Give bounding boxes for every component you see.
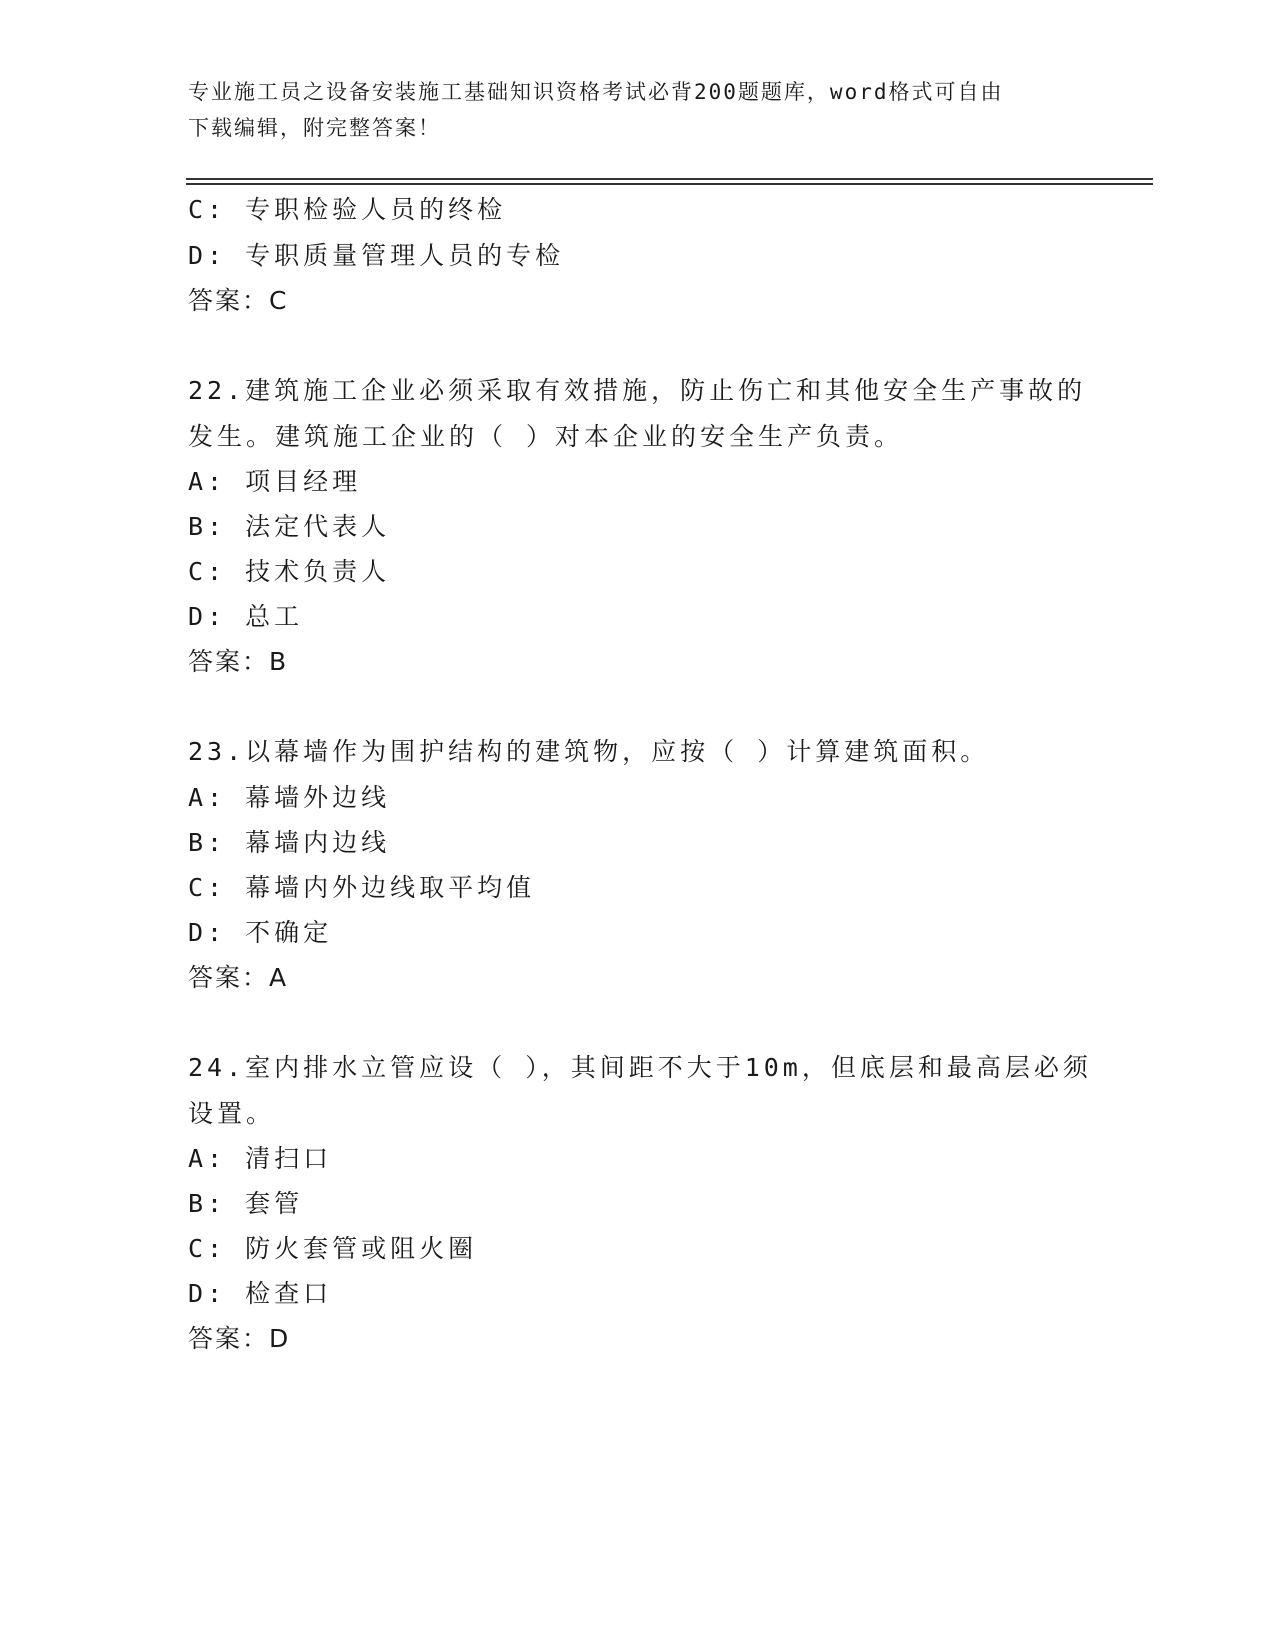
option-c: C: 防火套管或阻火圈 — [188, 1234, 478, 1263]
header-rule-top — [186, 178, 1153, 180]
question-stem: 24.室内排水立管应设（ ），其间距不大于10m，但底层和最高层必须 — [188, 1053, 1092, 1082]
answer: 答案：A — [188, 963, 289, 992]
option-a: A: 项目经理 — [188, 467, 362, 496]
document-header — [188, 74, 1068, 146]
header-line-1: 专业施工员之设备安装施工基础知识资格考试必背200题题库，word格式可自由 — [188, 80, 1004, 104]
option-b: B: 套管 — [188, 1189, 304, 1218]
option-a: A: 幕墙外边线 — [188, 783, 391, 812]
question-stem: 设置。 — [188, 1099, 276, 1128]
option-d: D: 不确定 — [188, 918, 333, 947]
answer: 答案：B — [188, 647, 289, 676]
option-b: B: 幕墙内边线 — [188, 828, 391, 857]
question-stem: 23.以幕墙作为围护结构的建筑物，应按（ ）计算建筑面积。 — [188, 737, 990, 766]
option-b: B: 法定代表人 — [188, 512, 391, 541]
answer: 答案：D — [188, 1324, 291, 1353]
header-rule-bottom — [186, 183, 1153, 185]
option-c: C: 专职检验人员的终检 — [188, 195, 507, 224]
option-a: A: 清扫口 — [188, 1144, 333, 1173]
header-line-2: 下载编辑，附完整答案！ — [188, 116, 441, 140]
question-stem: 22.建筑施工企业必须采取有效措施，防止伤亡和其他安全生产事故的 — [188, 376, 1087, 405]
option-d: D: 总工 — [188, 602, 304, 631]
option-d: D: 检查口 — [188, 1279, 333, 1308]
option-d: D: 专职质量管理人员的专检 — [188, 241, 565, 270]
answer: 答案：C — [188, 286, 289, 315]
option-c: C: 幕墙内外边线取平均值 — [188, 873, 536, 902]
option-c: C: 技术负责人 — [188, 557, 391, 586]
question-stem: 发生。建筑施工企业的（ ）对本企业的安全生产负责。 — [188, 422, 904, 451]
